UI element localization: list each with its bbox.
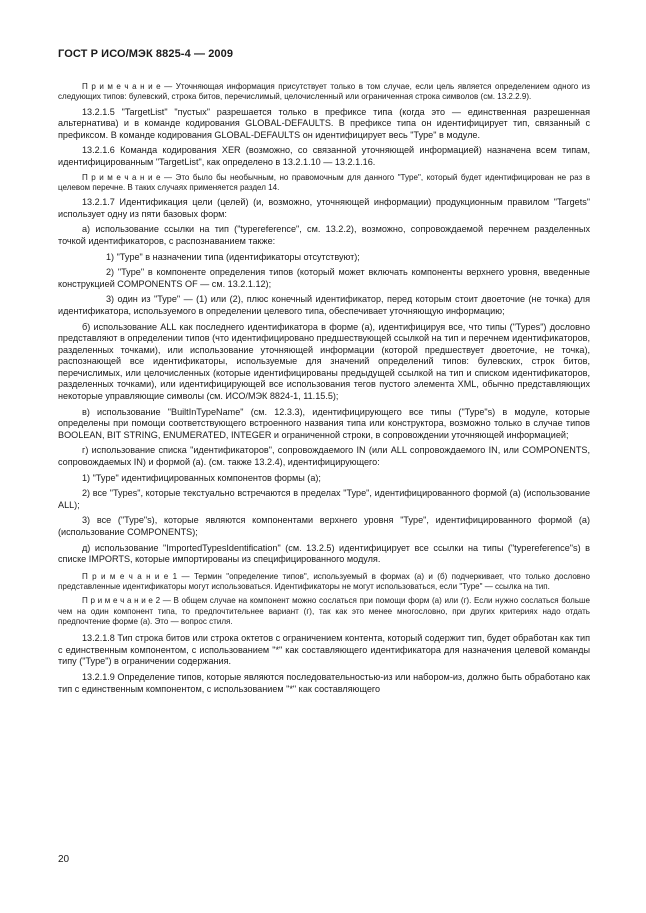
body-paragraph: 13.2.1.9 Определение типов, которые являются последовательностью-из или набором-из, должно быть обработано как тип с единственным компонентом, с использованием "*" как составляющего <box>58 672 590 694</box>
note-paragraph: П р и м е ч а н и е 1 — Термин "определение типов", используемый в формах (а) и (б) подчеркивает, что только дословно представленные идентификаторы могут использоваться. Идентификаторы не могут использоваться, если "Type" — ссылка на тип. <box>58 571 590 592</box>
body-paragraph: 2) все "Types", которые текстуально встречаются в пределах "Type", идентифицированного формой (а) (использование ALL); <box>58 488 590 510</box>
body-paragraph: 3) один из "Type" — (1) или (2), плюс конечный идентификатор, перед которым стоит двоеточие (не точка) для идентификатора, используемого в определении целевого типа, обеспечивает уточняющую информацию; <box>58 294 590 316</box>
note-paragraph: П р и м е ч а н и е — Уточняющая информация присутствует только в том случае, если цель является определением одного из следующих типов: булевский, строка битов, перечислимый, целочисленный или ограниченная строка символов (см. 13.2.2.9). <box>58 82 590 102</box>
body-paragraph: д) использование "ImportedTypesIdentification" (см. 13.2.5) идентифицирует все ссылки на типы ("typereference"s) в списке IMPORTS, которые импортированы из специфицированного модуля. <box>58 542 590 565</box>
note-paragraph: П р и м е ч а н и е — Это было бы необычным, но правомочным для данного "Type", который будет идентифицирован не раз в целевом перечне. В таких случаях применяется раздел 14. <box>58 172 590 192</box>
body-paragraph: 13.2.1.5 "TargetList" "пустых" разрешается только в префиксе типа (когда это — единственная разрешенная альтернатива) и в команде кодирования GLOBAL-DEFAULTS. В префиксе типа он идентифицирует тип, связанный с префиксом. В команде кодирования GLOBAL-DEFAULTS он идентифицирует весь "Type" в модуле. <box>58 106 590 140</box>
body-paragraph: в) использование "BuiltInTypeName" (см. 12.3.3), идентифицирующего все типы ("Type"s) в модуле, которые определены при помощи соответствующего встроенного названия типа или конструктора, возможно только в случае типов BOOLEAN, BIT STRING, ENUMERATED, INTEGER и ограниченной строки, в сопровождении уточняющей информацией; <box>58 406 590 440</box>
body-paragraph: 13.2.1.8 Тип строка битов или строка октетов с ограничением контента, который содержит тип, будет обработан как тип с единственным компонентом, с использованием "*" как составляющего идентификатора для назначения целевой команды типу ("Type") в ограничении содержания. <box>58 633 590 667</box>
body-paragraph: 13.2.1.7 Идентификация цели (целей) (и, возможно, уточняющей информации) продукционным правилом "Targets" использует одну из пяти базовых форм: <box>58 197 590 219</box>
body-paragraph: 13.2.1.6 Команда кодирования XER (возможно, со связанной уточняющей информацией) назначена всем типам, идентифицированным "TargetList", как определено в 13.2.1.10 — 13.2.1.16. <box>58 145 590 167</box>
document-body <box>58 82 590 695</box>
body-paragraph: б) использование ALL как последнего идентификатора в форме (а), идентифицируя все, что типы ("Types") дословно представляют в определении типов (что идентифицировано предшествующей ссылкой на тип и перечнем идентификаторов, разделенных точками), или использование уточняющей информации (которой предшествует двоеточие, не точка), распознающей все идентификаторы, используемые для значений определений типов: булевских, строк битов, перечислимых, или целочисленных (которые идентифицированы предыдущей ссылкой на тип и списком идентификаторов, разделенных точками), или идентифицирующей все использования тегов пустого элемента XML, обычно представляющих некоторые управляющие символы (см. ИСО/МЭК 8824-1, 11.15.5); <box>58 321 590 402</box>
note-paragraph: П р и м е ч а н и е 2 — В общем случае на компонент можно сослаться при помощи форм (а) или (г). Если нужно сослаться больше чем на один компонент типа, то предпочтительнее вариант (г), так как это менее многословно, при других критериях надо отдать предпочтение форме (а). Это — вопрос стиля. <box>58 596 590 626</box>
document-page <box>58 48 590 699</box>
body-paragraph: 2) "Type" в компоненте определения типов (который может включать компоненты верхнего уровня, введенные конструкцией COMPONENTS OF — см. 13.2.1.12); <box>58 267 590 289</box>
page-number: 20 <box>58 854 70 865</box>
body-paragraph: г) использование списка "идентификаторов", сопровождаемого IN (или ALL сопровождаемого IN, или COMPONENTS, сопровождаемых IN) и формой (а). (см. также 13.2.4), идентифицирующего: <box>58 445 590 468</box>
body-paragraph: 1) "Type" в назначении типа (идентификаторы отсутствуют); <box>106 251 360 262</box>
body-paragraph: 1) "Type" идентифицированных компонентов формы (а); <box>82 472 321 483</box>
document-header: ГОСТ Р ИСО/МЭК 8825-4 — 2009 <box>58 48 234 60</box>
body-paragraph: а) использование ссылки на тип ("typereference", см. 13.2.2), возможно, сопровождаемой перечнем разделенных точкой идентификаторов, с распознаванием также: <box>58 224 590 246</box>
body-paragraph: 3) все ("Type"s), которые являются компонентами верхнего уровня "Type", идентифицированного формой (а) (использование COMPONENTS); <box>58 515 590 537</box>
